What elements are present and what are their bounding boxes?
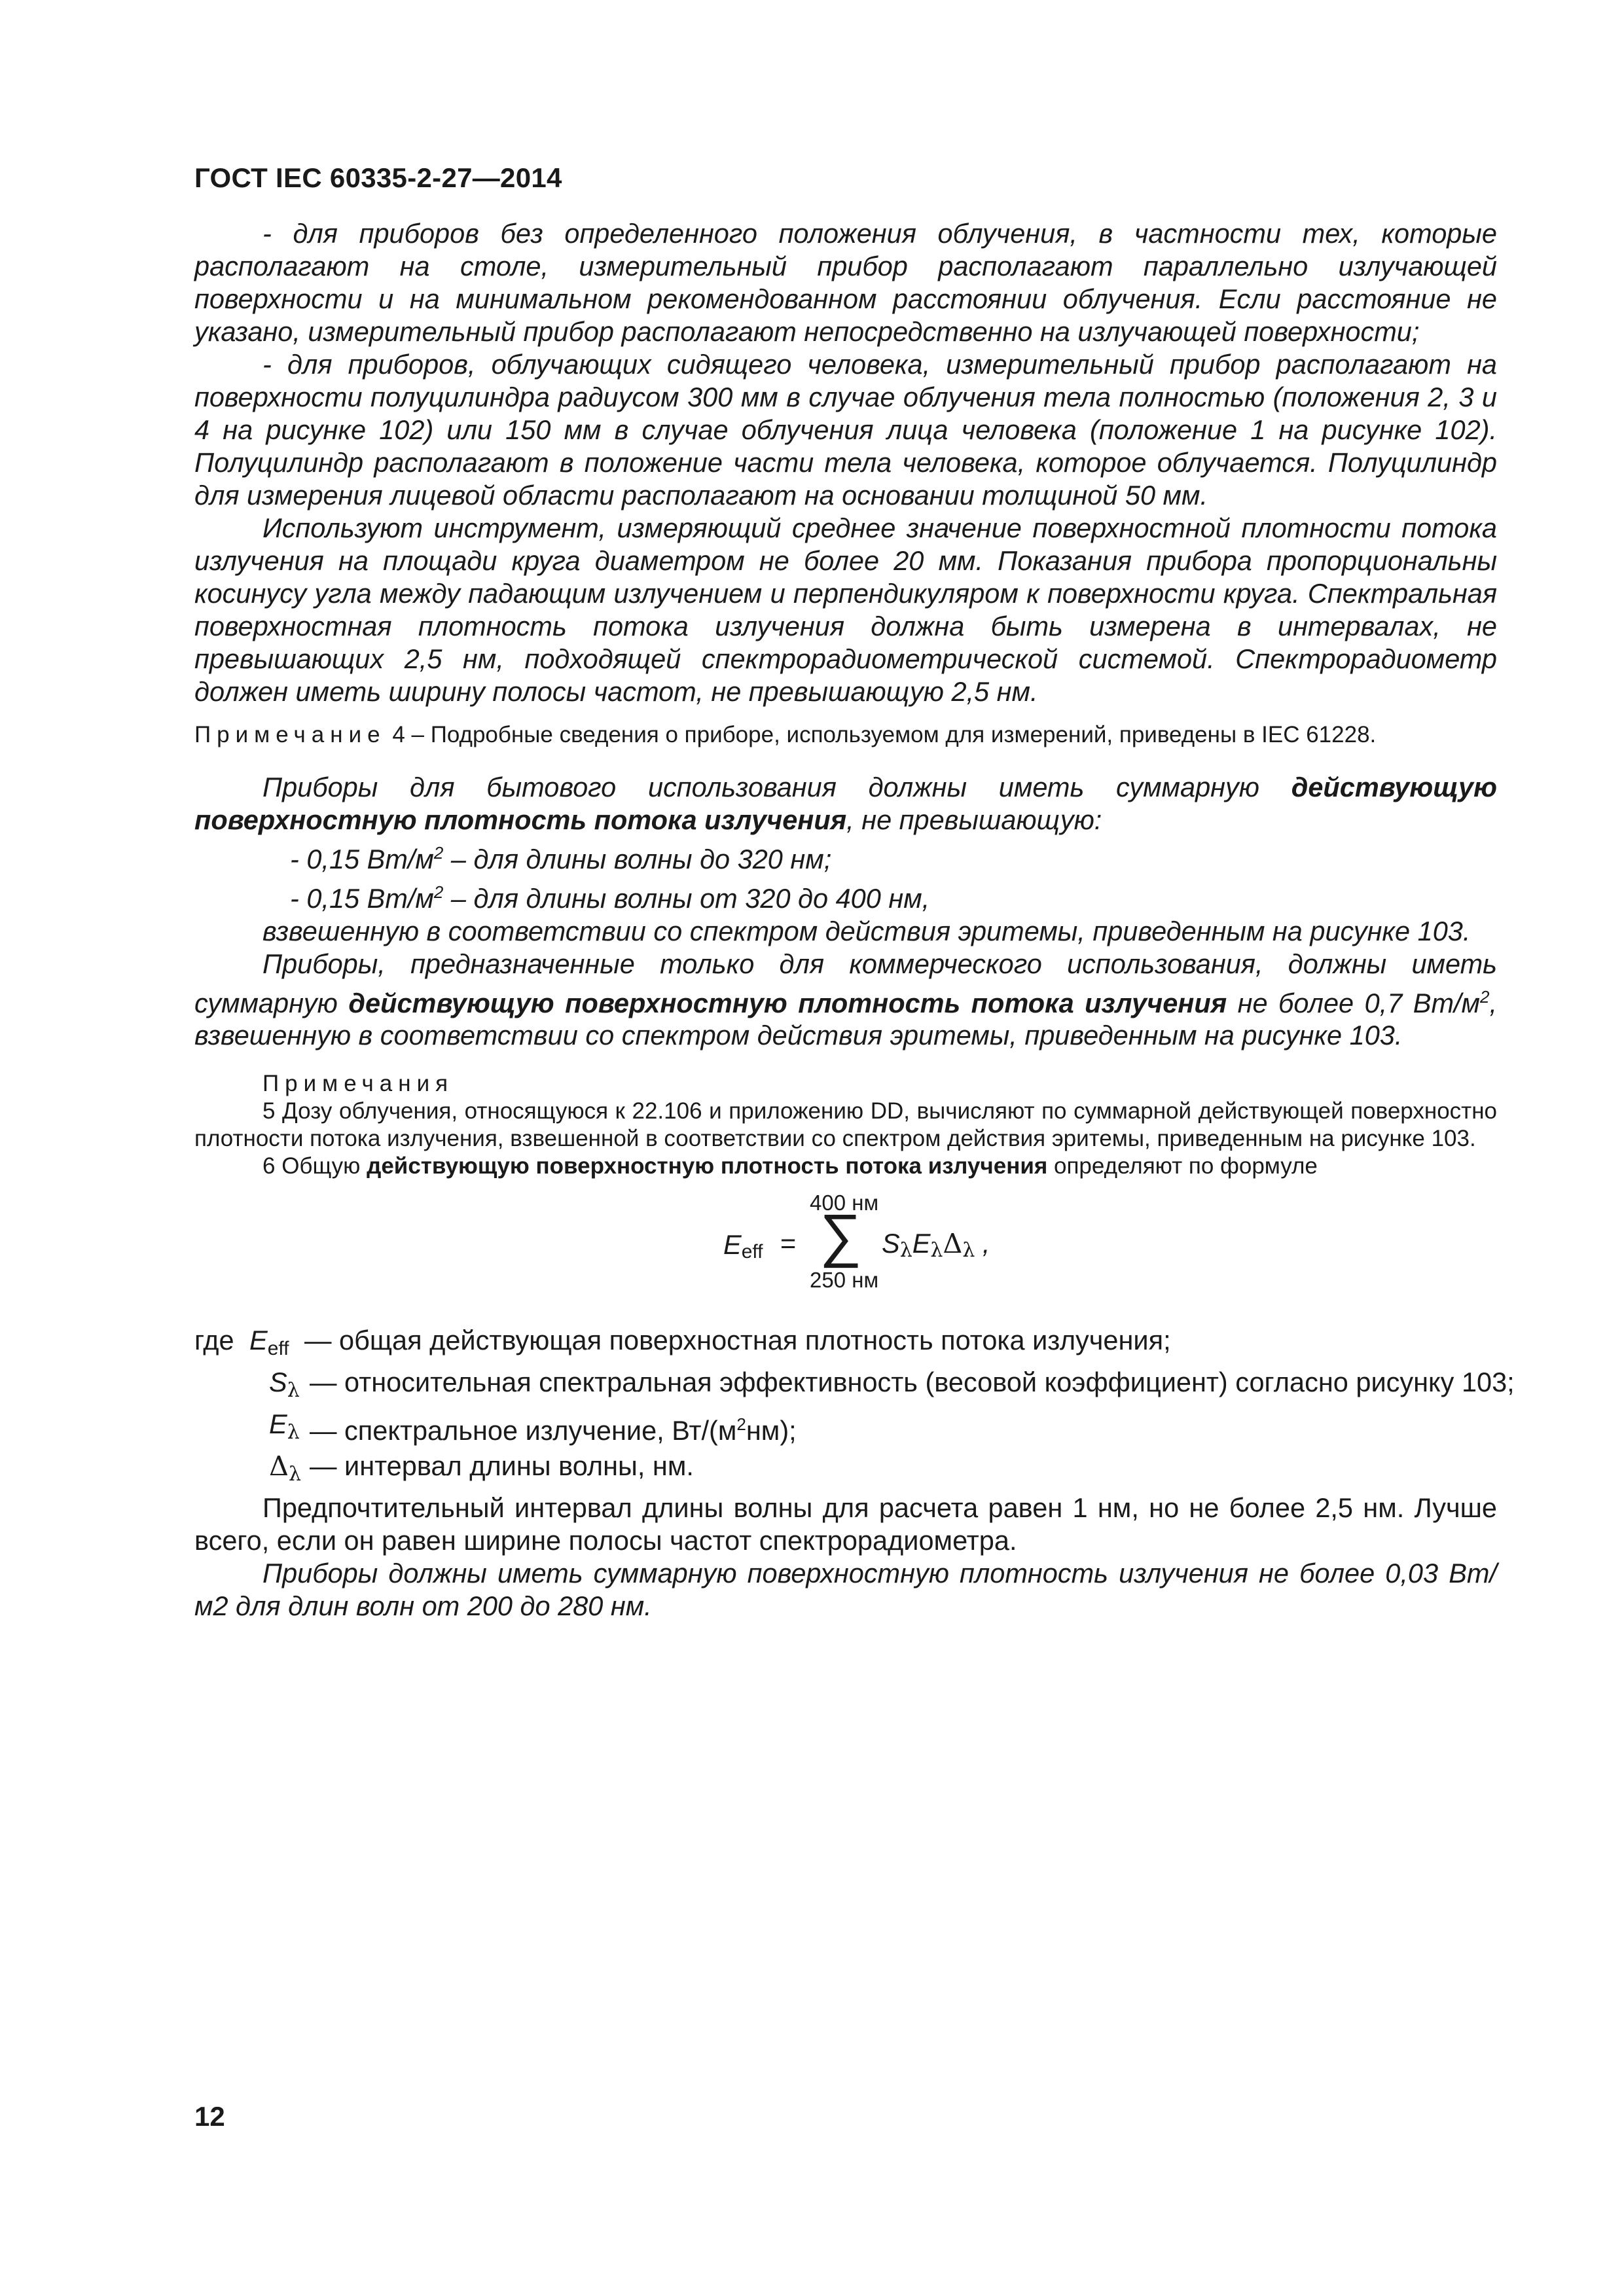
- formula-s: S: [882, 1228, 900, 1259]
- list-item-limit-1: [194, 836, 1497, 876]
- limit-2-value: - 0,15 Вт/м: [290, 882, 434, 914]
- household-term-bold: действующую поверхностную плотность потока излучения: [194, 772, 1497, 835]
- formula-e: E: [912, 1228, 931, 1259]
- note-5: 5 Дозу облучения, относящуюся к 22.106 и приложению DD, вычисляют по суммарной действующей поверхностно плотности потока излучения, взвешенной в соответствии со спектром действия эритемы, приведенным на рисунке 103.: [194, 1098, 1497, 1152]
- household-text-post: , не превышающую:: [846, 804, 1102, 835]
- note-4-label: Примечание: [194, 722, 386, 747]
- limit-2-sup: 2: [433, 882, 444, 902]
- definition-e-eff-text: — общая действующая поверхностная плотность потока излучения;: [304, 1325, 1171, 1356]
- note-6-bold: действующую поверхностную плотность потока излучения: [367, 1153, 1048, 1179]
- definition-s-symbol: [269, 1366, 300, 1407]
- definition-where: где: [194, 1325, 234, 1356]
- e-lambda: λ: [287, 1421, 300, 1444]
- formula-lambda-3: λ: [962, 1239, 975, 1263]
- e-text-pre: — спектральное излучение, Вт/(м: [310, 1415, 737, 1446]
- definition-delta-symbol: [269, 1450, 301, 1491]
- formula-equals: =: [780, 1228, 797, 1259]
- note-6-post: определяют по формуле: [1047, 1153, 1318, 1179]
- delta-lambda: λ: [288, 1463, 301, 1486]
- paragraph-measuring-instrument: Используют инструмент, измеряющий среднее значение поверхностной плотности потока излучения на площади круга диаметром не более 20 мм. Показания прибора пропорциональны косинусу угла между падающим излучением и перпендикуляром к поверхности круга. Спектральная поверхностная плотность потока излучения должна быть измерена в интервалах, не превышающих 2,5 нм, подходящей спектрорадиометрической системой. Спектрорадиометр должен иметь ширину полосы частот, не превышающую 2,5 нм.: [194, 512, 1497, 707]
- commercial-text-mid: не более 0,7 Вт/м: [1227, 987, 1480, 1018]
- commercial-text-pre: Приборы, предназначенные только для коммерческого использования, должны иметь суммарную: [194, 948, 1497, 1018]
- paragraph-household-limits: [194, 771, 1497, 836]
- s-sym: S: [269, 1367, 287, 1398]
- formula-sum-lower-limit: 250 нм: [810, 1268, 879, 1293]
- definition-s-lambda: [194, 1366, 1515, 1408]
- limit-1-sup: 2: [433, 843, 444, 863]
- e-eff-sym: E: [249, 1325, 268, 1356]
- definition-e-symbol: [269, 1408, 300, 1449]
- definition-e-eff: [194, 1324, 1497, 1366]
- definition-e-eff-symbol: [249, 1324, 289, 1365]
- limit-1-text: – для длины волны до 320 нм;: [443, 843, 832, 874]
- formula-trail: ,: [975, 1228, 990, 1259]
- notes-label: Примечания: [262, 1071, 454, 1097]
- page-number: 12: [194, 2101, 225, 2132]
- note-6: [194, 1153, 1497, 1180]
- formula-lhs-symbol: E: [723, 1229, 742, 1261]
- page-body: [194, 217, 1515, 1623]
- paragraph-seated-person-devices: - для приборов, облучающих сидящего человека, измерительный прибор располагают на поверхности полуцилиндра радиусом 300 мм в случае облучения тела полностью (положения 2, 3 и 4 на рисунке 102) или 150 мм в случае облучения лица человека (положение 1 на рисунке 102). Полуцилиндр располагают в положение части тела человека, которое облучается. Полуцилиндр для измерения лицевой области располагают на основании толщиной 50 мм.: [194, 349, 1497, 511]
- formula-definitions: [194, 1324, 1515, 1492]
- limit-2-text: – для длины волны от 320 до 400 нм,: [443, 882, 930, 914]
- e-eff-sub: eff: [267, 1338, 289, 1360]
- definition-e-lambda: [194, 1408, 1497, 1450]
- s-lambda: λ: [287, 1379, 300, 1403]
- document-header: ГОСТ IEC 60335-2-27—2014: [194, 162, 562, 193]
- formula-lambda-2: λ: [930, 1239, 943, 1263]
- sigma-icon: ∑: [820, 1203, 862, 1269]
- definition-e-text: [310, 1408, 797, 1447]
- limit-1-value: - 0,15 Вт/м: [290, 843, 434, 874]
- commercial-term-bold: действующую поверхностную плотность потока излучения: [348, 987, 1227, 1018]
- delta-sym: Δ: [269, 1450, 289, 1482]
- e-sym: E: [269, 1408, 287, 1440]
- definition-s-text: — относительная спектральная эффективность (весовой коэффициент) согласно рисунку 103;: [310, 1367, 1515, 1398]
- definition-delta-text: — интервал длины волны, нм.: [310, 1450, 694, 1482]
- commercial-sup: 2: [1480, 986, 1490, 1007]
- formula-e-eff: [194, 1187, 1497, 1324]
- formula-sum-upper-limit: 400 нм: [810, 1191, 879, 1215]
- household-text-pre: Приборы для бытового использования должны иметь суммарную: [262, 772, 1291, 802]
- note-4: [194, 721, 1497, 749]
- paragraph-uvc-limit: Приборы должны иметь суммарную поверхностную плотность излучения не более 0,03 Вт/м2 для длин волн от 200 до 280 нм.: [194, 1558, 1497, 1622]
- note-4-text: 4 – Подробные сведения о приборе, используемом для измерений, приведены в IEC 61228.: [386, 722, 1377, 747]
- formula-lambda-1: λ: [899, 1239, 912, 1263]
- paragraph-tabletop-devices: - для приборов без определенного положения облучения, в частности тех, которые располагают на столе, измерительный прибор располагают параллельно излучающей поверхности и на минимальном рекомендованном расстоянии облучения. Если расстояние не указано, измерительный прибор располагают непосредственно на излучающей поверхности;: [194, 218, 1497, 347]
- e-text-post: нм);: [746, 1415, 797, 1446]
- note-6-pre: 6 Общую: [262, 1153, 367, 1179]
- formula-rhs: [882, 1227, 990, 1267]
- definition-delta-lambda: [194, 1450, 1497, 1492]
- formula-lhs-sub: eff: [741, 1241, 763, 1263]
- paragraph-preferred-interval: Предпочтительный интервал длины волны для расчета равен 1 нм, но не более 2,5 нм. Лучше всего, если он равен ширине полосы частот спектрорадиометра.: [194, 1492, 1497, 1556]
- commercial-text-post: , взвешенную в соответствии со спектром действия эритемы, приведенным на рисунке 103.: [194, 987, 1497, 1051]
- paragraph-erythema-weighted: взвешенную в соответствии со спектром действия эритемы, приведенным на рисунке 103.: [262, 915, 1471, 946]
- formula-lhs: [723, 1229, 763, 1268]
- formula-delta: Δ: [943, 1227, 963, 1260]
- list-item-limit-2: [194, 876, 1497, 915]
- e-text-sup: 2: [736, 1414, 746, 1435]
- paragraph-commercial-limits: [194, 948, 1497, 1052]
